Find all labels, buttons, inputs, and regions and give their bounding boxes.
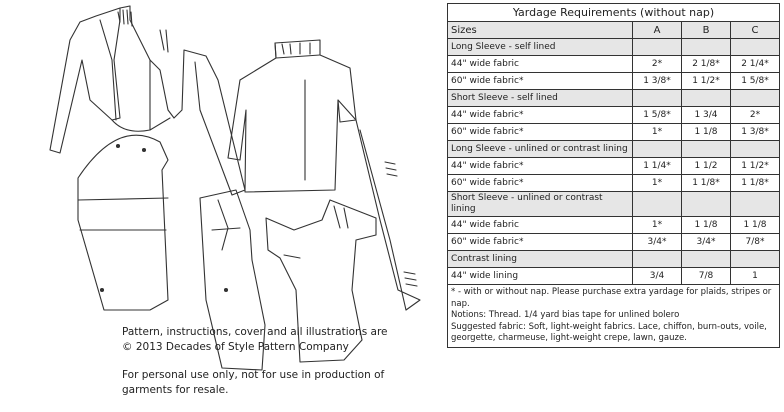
yardage-size-b: 1 1/8 xyxy=(682,217,731,234)
table-title: Yardage Requirements (without nap) xyxy=(448,4,780,22)
header-size-c: C xyxy=(731,22,780,39)
empty-cell xyxy=(682,192,731,217)
table-row xyxy=(448,217,780,234)
empty-cell xyxy=(633,251,682,268)
group-label: Long Sleeve - unlined or contrast lining xyxy=(448,141,633,158)
group-label: Short Sleeve - unlined or contrast lining xyxy=(448,192,633,217)
table-group-row xyxy=(448,39,780,56)
table-row xyxy=(448,234,780,251)
yardage-size-b: 1 1/8 xyxy=(682,124,731,141)
fabric-width-label: 44" wide fabric xyxy=(448,56,633,73)
empty-cell xyxy=(682,90,731,107)
yardage-size-a: 2* xyxy=(633,56,682,73)
notions-note: Notions: Thread. 1/4 yard bias tape for unlined bolero xyxy=(451,310,680,320)
empty-cell xyxy=(731,141,780,158)
yardage-size-c: 1 3/8* xyxy=(731,124,780,141)
yardage-size-c: 1 1/8 xyxy=(731,217,780,234)
yardage-size-b: 2 1/8* xyxy=(682,56,731,73)
group-label: Short Sleeve - self lined xyxy=(448,90,633,107)
table-row xyxy=(448,107,780,124)
sleeve-pattern-piece xyxy=(78,135,168,310)
yardage-size-a: 1* xyxy=(633,175,682,192)
notes-cell xyxy=(448,285,780,348)
usage-notice: For personal use only, not for use in production of garments for resale. xyxy=(122,369,385,396)
empty-cell xyxy=(633,39,682,56)
yardage-size-a: 1 1/4* xyxy=(633,158,682,175)
table-row xyxy=(448,158,780,175)
yardage-size-a: 1* xyxy=(633,124,682,141)
yardage-size-c: 1 xyxy=(731,268,780,285)
yardage-size-a: 1 5/8* xyxy=(633,107,682,124)
header-sizes: Sizes xyxy=(448,22,633,39)
header-size-b: B xyxy=(682,22,731,39)
table-row xyxy=(448,56,780,73)
fabric-width-label: 44" wide fabric* xyxy=(448,158,633,175)
table-group-row xyxy=(448,141,780,158)
table-header-row xyxy=(448,22,780,39)
yardage-size-a: 3/4* xyxy=(633,234,682,251)
fabric-width-label: 44" wide lining xyxy=(448,268,633,285)
copyright-notice: Pattern, instructions, cover and all illustrations are © 2013 Decades of Style Pattern Company xyxy=(122,326,388,353)
yardage-table xyxy=(447,3,780,348)
table-row xyxy=(448,124,780,141)
yardage-size-c: 2* xyxy=(731,107,780,124)
nap-note: * - with or without nap. Please purchase extra yardage for plaids, stripes or nap. xyxy=(451,287,772,309)
empty-cell xyxy=(731,90,780,107)
empty-cell xyxy=(731,192,780,217)
yardage-size-b: 7/8 xyxy=(682,268,731,285)
table-row xyxy=(448,73,780,90)
empty-cell xyxy=(682,39,731,56)
fabric-width-label: 60" wide fabric* xyxy=(448,175,633,192)
fabric-width-label: 60" wide fabric* xyxy=(448,124,633,141)
yardage-size-a: 1 3/8* xyxy=(633,73,682,90)
empty-cell xyxy=(633,192,682,217)
empty-cell xyxy=(682,251,731,268)
yardage-size-b: 1 1/2* xyxy=(682,73,731,90)
bolero-back-illustration xyxy=(228,40,420,310)
table-row xyxy=(448,268,780,285)
group-label: Long Sleeve - self lined xyxy=(448,39,633,56)
yardage-size-b: 1 1/2 xyxy=(682,158,731,175)
empty-cell xyxy=(731,251,780,268)
table-group-row xyxy=(448,251,780,268)
notes-row xyxy=(448,285,780,348)
empty-cell xyxy=(633,141,682,158)
fabric-width-label: 60" wide fabric* xyxy=(448,73,633,90)
yardage-size-a: 1* xyxy=(633,217,682,234)
fabric-width-label: 44" wide fabric xyxy=(448,217,633,234)
yardage-size-a: 3/4 xyxy=(633,268,682,285)
yardage-size-c: 1 1/8* xyxy=(731,175,780,192)
yardage-size-c: 2 1/4* xyxy=(731,56,780,73)
suggested-fabric-note: Suggested fabric: Soft, light-weight fabrics. Lace, chiffon, burn-outs, voile, georgette, charmeuse, light-weight crepe, lawn, gauze. xyxy=(451,321,767,343)
header-size-a: A xyxy=(633,22,682,39)
empty-cell xyxy=(682,141,731,158)
yardage-size-c: 7/8* xyxy=(731,234,780,251)
table-row xyxy=(448,175,780,192)
fabric-width-label: 60" wide fabric* xyxy=(448,234,633,251)
yardage-size-b: 1 3/4 xyxy=(682,107,731,124)
empty-cell xyxy=(633,90,682,107)
yardage-size-b: 1 1/8* xyxy=(682,175,731,192)
yardage-size-c: 1 1/2* xyxy=(731,158,780,175)
table-group-row xyxy=(448,90,780,107)
empty-cell xyxy=(731,39,780,56)
bolero-front-illustration xyxy=(50,6,245,195)
fabric-width-label: 44" wide fabric* xyxy=(448,107,633,124)
yardage-size-c: 1 5/8* xyxy=(731,73,780,90)
yardage-size-b: 3/4* xyxy=(682,234,731,251)
group-label: Contrast lining xyxy=(448,251,633,268)
table-group-row xyxy=(448,192,780,217)
